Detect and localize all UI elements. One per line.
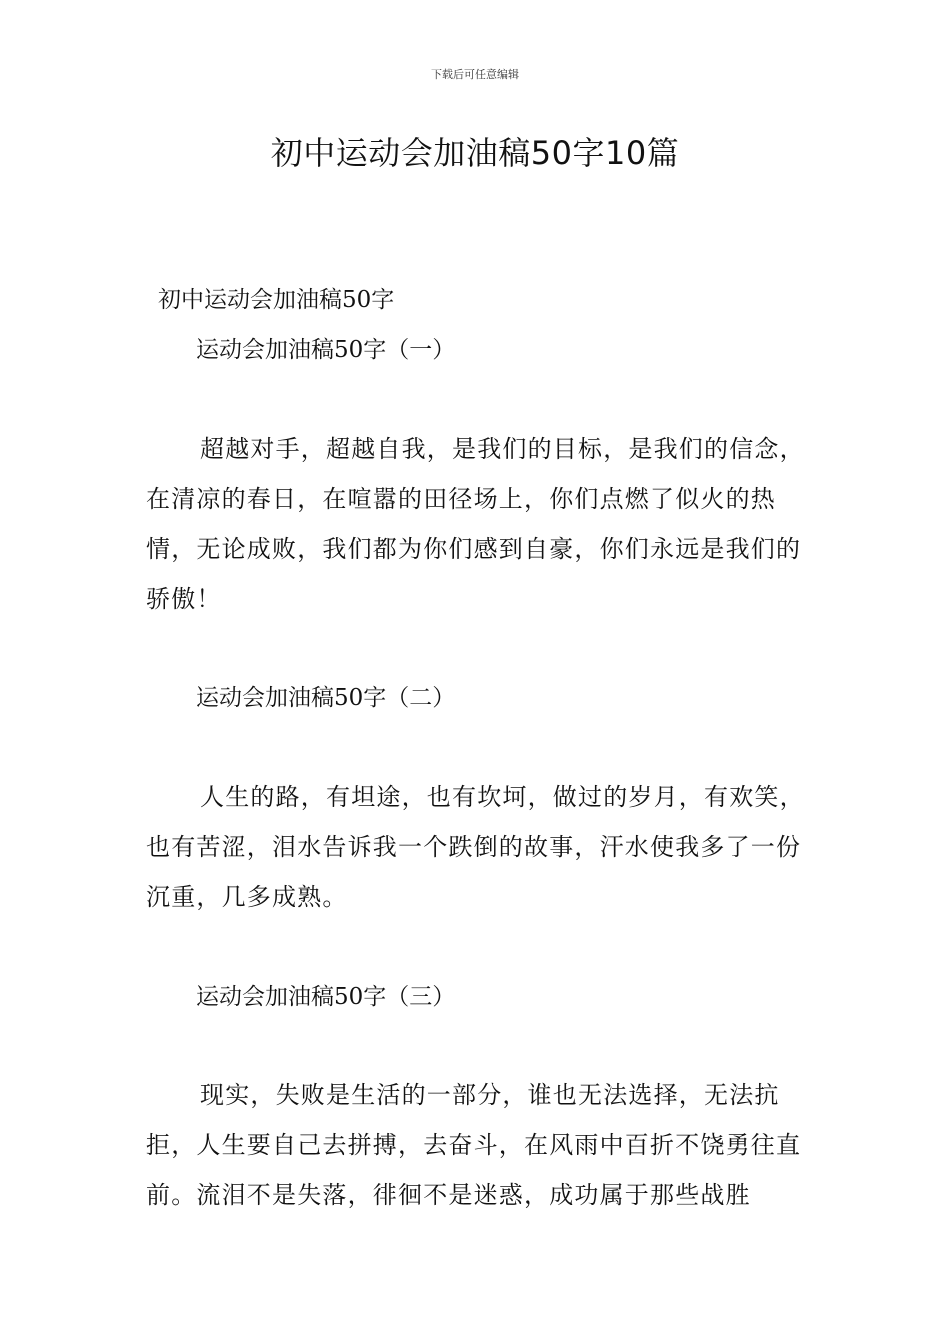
section-heading-1: 运动会加油稿50字（一） [196,337,456,363]
section-paragraph-3: 现实，失败是生活的一部分，谁也无法选择，无法抗拒，人生要自己去拼搏，去奋斗，在风雨中百折不饶勇往直前。流泪不是失落，徘徊不是迷惑，成功属于那些战胜 [146,1081,802,1209]
page-title: 初中运动会加油稿50字10篇 [270,134,680,172]
section-heading-2: 运动会加油稿50字（二） [196,685,456,711]
section-paragraph-2: 人生的路，有坦途，也有坎坷，做过的岁月，有欢笑，也有苦涩，泪水告诉我一个跌倒的故事，汗水使我多了一份沉重，几多成熟。 [146,783,805,911]
section-paragraph-1: 超越对手，超越自我，是我们的目标，是我们的信念，在清凉的春日，在喧嚣的田径场上，你们点燃了似火的热情，无论成败，我们都为你们感到自豪，你们永远是我们的骄傲！ [146,435,805,613]
document-heading: 初中运动会加油稿50字 [158,287,395,313]
header-note: 下载后可任意编辑 [431,68,519,81]
section-heading-3: 运动会加油稿50字（三） [196,984,456,1010]
